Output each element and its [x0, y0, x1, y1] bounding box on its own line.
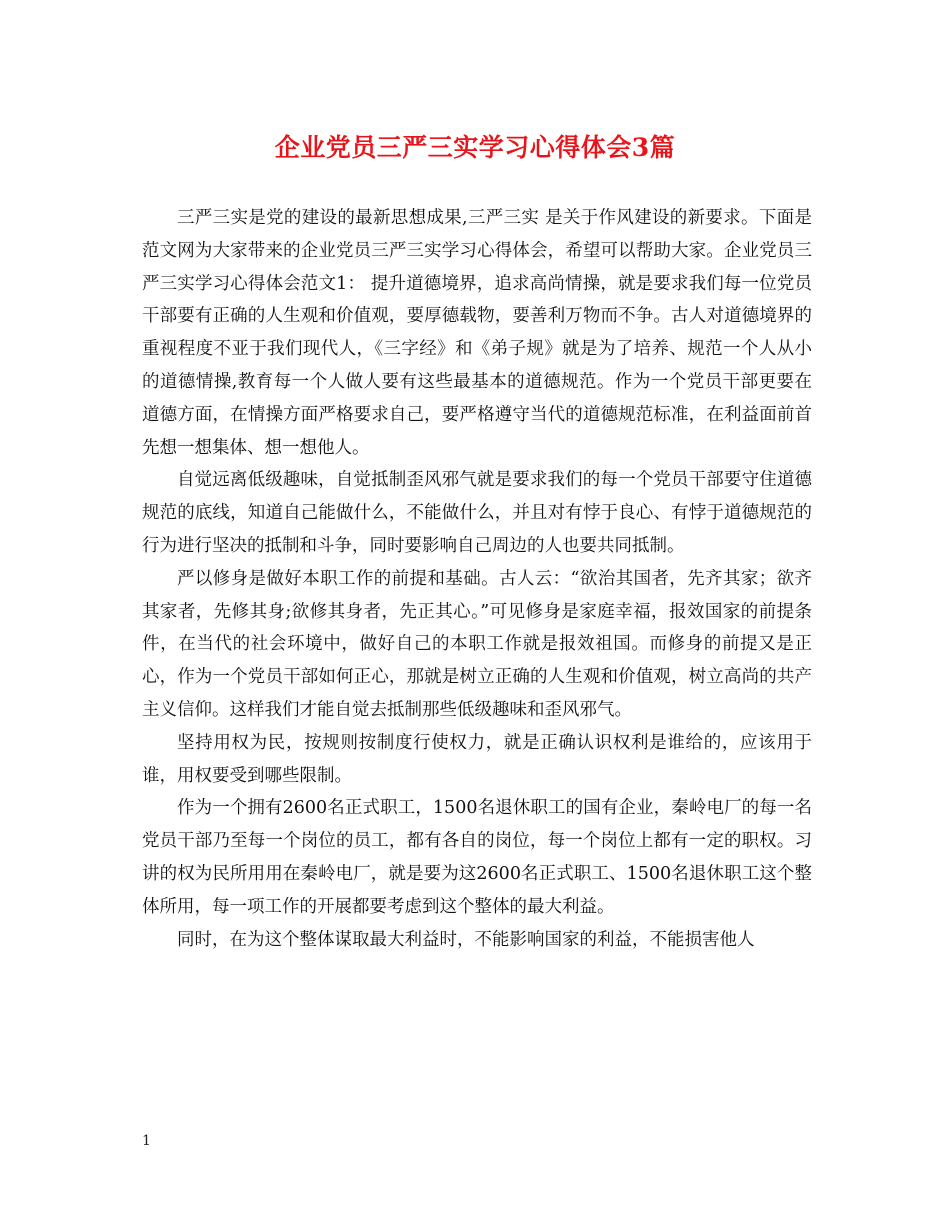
paragraph-national-interest: 同时，在为这个整体谋取最大利益时，不能影响国家的利益，不能损害他人: [177, 929, 755, 950]
page-number: 1: [142, 1133, 151, 1149]
paragraph-self-cultivation: 严以修身是做好本职工作的前提和基础。古人云：“欲治其国者，先齐其家；欲齐其家者，先修其身;欲修其身者，先正其心。”可见修身是家庭幸福，报效国家的前提条件，在当代的社会环境中，做好自己的本职工作就是报效祖国。而修身的前提又是正心，作为一个党员干部如何正心，那就是树立正确的人生观和价值观，树立高尚的共产主义信仰。这样我们才能自觉去抵制那些低级趣味和歪风邪气。: [142, 568, 812, 720]
paragraph-low-taste: 自觉远离低级趣味，自觉抵制歪风邪气就是要求我们的每一个党员干部要守住道德规范的底线，知道自己能做什么，不能做什么，并且对有悖于良心、有悖于道德规范的行为进行坚决的抵制和斗争，同时要影响自己周边的人也要共同抵制。: [142, 470, 812, 556]
document-body: [142, 202, 812, 956]
paragraph-power-for-people: 坚持用权为民，按规则按制度行使权力，就是正确认识权利是谁给的，应该用于谁，用权要受到哪些限制。: [142, 732, 812, 786]
paragraph-power-plant: 作为一个拥有2600名正式职工，1500名退休职工的国有企业，秦岭电厂的每一名党员干部乃至每一个岗位的员工，都有各自的岗位，每一个岗位上都有一定的职权。习讲的权为民所用用在秦岭电厂，就是要为这2600名正式职工、1500名退休职工这个整体所用，每一项工作的开展都要考虑到这个整体的最大利益。: [142, 798, 812, 917]
paragraph-intro: 三严三实是党的建设的最新思想成果,三严三实 是关于作风建设的新要求。下面是范文网为大家带来的企业党员三严三实学习心得体会，希望可以帮助大家。企业党员三严三实学习心得体会范文1： 提升道德境界，追求高尚情操，就是要求我们每一位党员干部要有正确的人生观和价值观，要厚德载物，要善利万物而不争。古人对道德境界的重视程度不亚于我们现代人，《三字经》和《弟子规》就是为了培养、规范一个人从小的道德情操,教育每一个人做人要有这些最基本的道德规范。作为一个党员干部更要在道德方面，在情操方面严格要求自己，要严格遵守当代的道德规范标准，在利益面前首先想一想集体、想一想他人。: [142, 208, 812, 458]
document-title: 企业党员三严三实学习心得体会3篇: [274, 133, 676, 162]
